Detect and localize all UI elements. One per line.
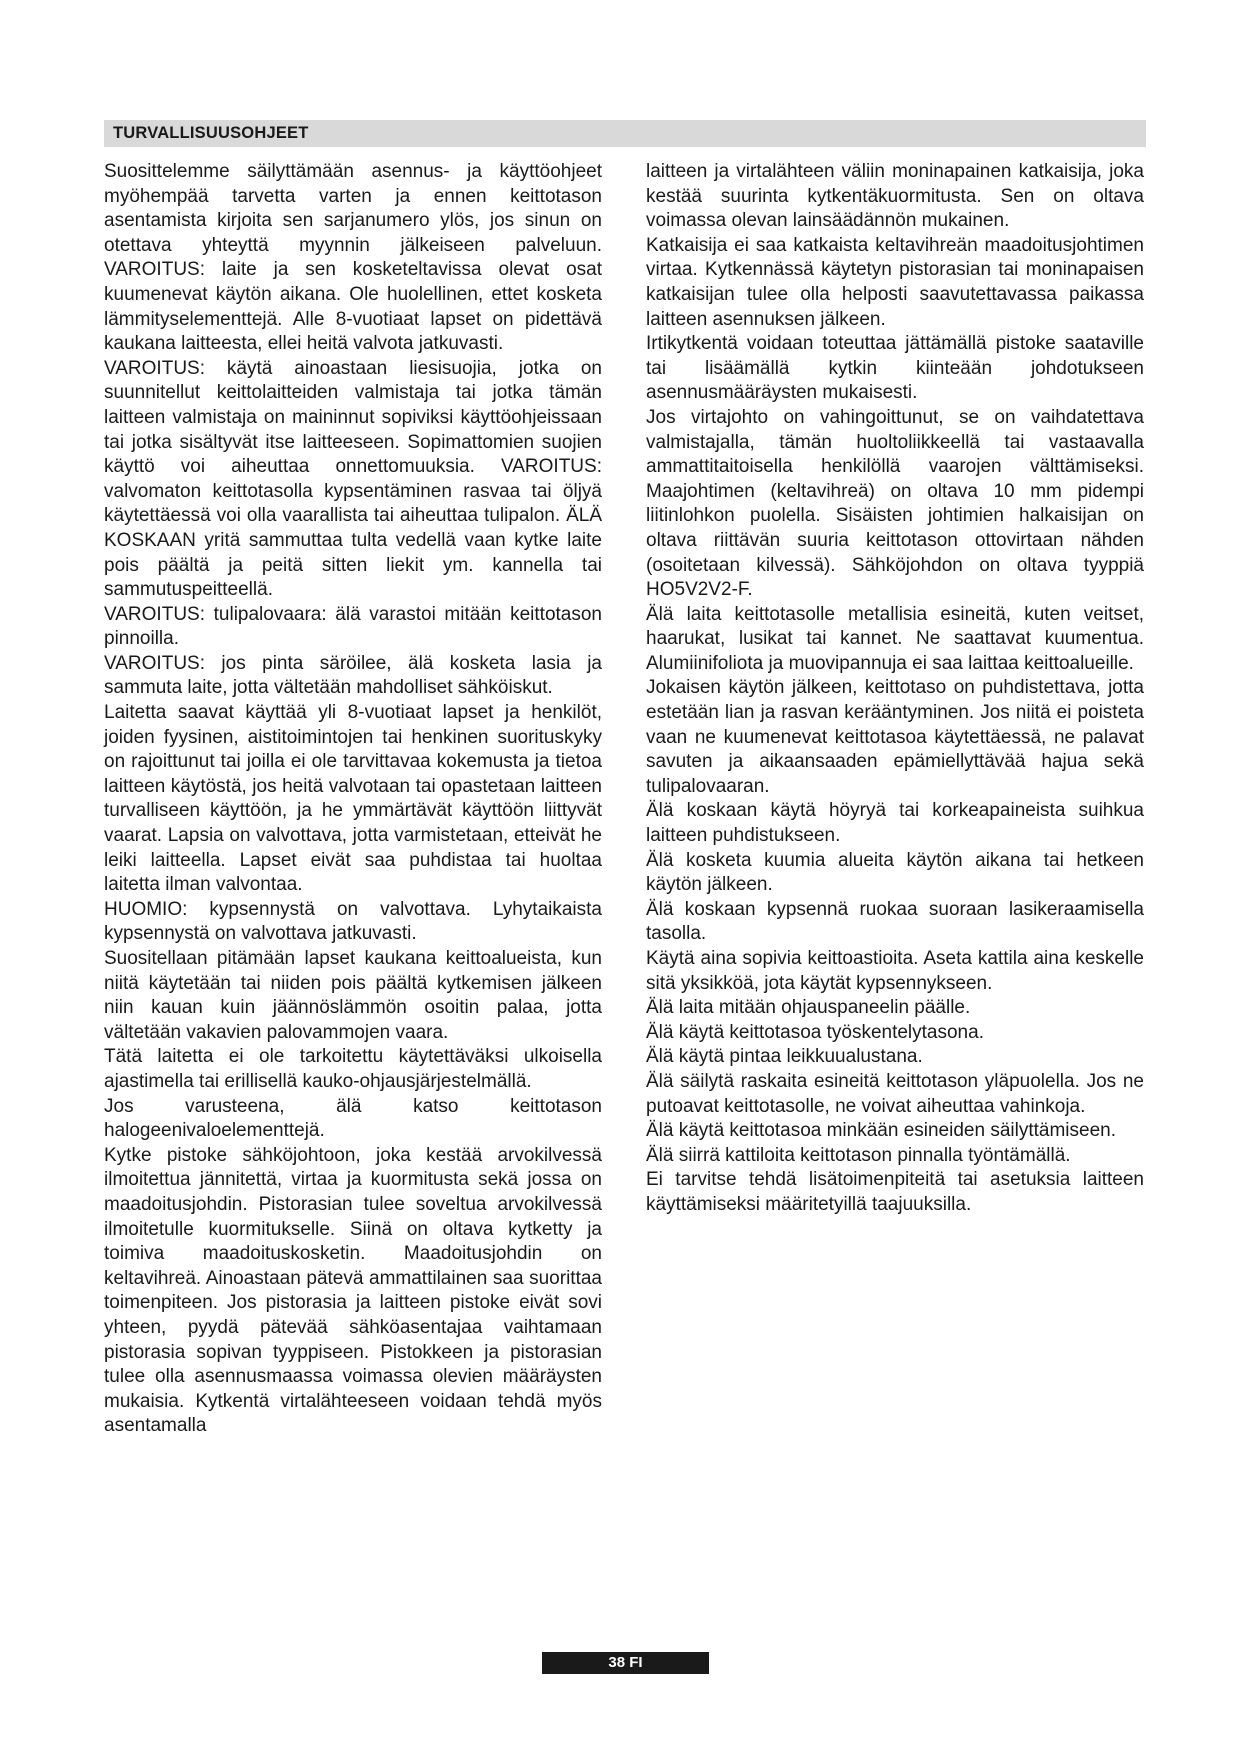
paragraph: Älä käytä keittotasoa työskentelytasona.	[646, 1021, 984, 1043]
paragraph: Ei tarvitse tehdä lisätoimenpiteitä tai asetuksia laitteen käyttämiseksi määritetyillä taajuuksilla.	[646, 1169, 1144, 1215]
paragraph: Älä käytä pintaa leikkuualustana.	[646, 1046, 923, 1068]
paragraph: Suositellaan pitämään lapset kaukana keittoalueista, kun niitä käytetään tai niiden pois päältä kytkemisen jälkeen niin kauan kuin jäännöslämmön osoitin palaa, jotta vältetään vakavien palovammojen vaara.	[104, 948, 602, 1043]
paragraph: Jos varusteena, älä katso keittotason halogeenivaloelementtejä.	[104, 1095, 602, 1142]
paragraph: Älä kosketa kuumia alueita käytön aikana tai hetkeen käytön jälkeen.	[646, 849, 1144, 896]
paragraph: Kytke pistoke sähköjohtoon, joka kestää arvokilvessä ilmoitettua jännitettä, virtaa ja kuormitusta sekä jossa on maadoitusjohdin. Pistorasian tulee soveltua arvokilvessä ilmoitetulle kuormitukselle. Siinä on oltava kytketty ja toimiva maadoituskosketin. Maadoitusjohdin on keltavihreä. Ainoastaan pätevä ammattilainen saa suorittaa toimenpiteen. Jos pistorasia ja laitteen pistoke eivät sovi yhteen, pyydä pätevää sähköasentajaa vaihtamaan pistorasia sopivan tyyppiseen. Pistokkeen ja pistorasian tulee olla asennusmaassa voimassa olevien määräysten mukaisia. Kytkentä virtalähteeseen voidaan tehdä myös asentamalla	[104, 1144, 602, 1437]
paragraph: Älä siirrä kattiloita keittotason pinnalla työntämällä.	[646, 1144, 1071, 1166]
paragraph: Älä säilytä raskaita esineitä keittotason yläpuolella. Jos ne putoavat keittotasolle, ne voivat aiheuttaa vahinkoja.	[646, 1070, 1144, 1117]
page-number: 38 FI	[542, 1652, 709, 1674]
paragraph: Jos virtajohto on vahingoittunut, se on vaihdatettava valmistajalla, tämän huoltoliikkeellä tai vastaavalla ammattitaitoisella henkilöllä vaarojen välttämiseksi. Maajohtimen (keltavihreä) on oltava 10 mm pidempi liitinlohkon puolella. Sisäisten johtimien halkaisijan on oltava riittävän suuria keittotason ottovirtaan nähden (osoitetaan kilvessä). Sähköjohdon on oltava tyyppiä HO5V2V2-F.	[646, 406, 1144, 601]
paragraph: Älä laita keittotasolle metallisia esineitä, kuten veitset, haarukat, lusikat tai kannet. Ne saattavat kuumentua. Alumiinifoliota ja muovipannuja ei saa laittaa keittoalueille.	[646, 603, 1144, 674]
paragraph: Älä koskaan kypsennä ruokaa suoraan lasikeraamisella tasolla.	[646, 898, 1144, 945]
paragraph: VAROITUS: jos pinta säröilee, älä kosketa lasia ja sammuta laite, jotta vältetään mahdolliset sähköiskut.	[104, 652, 602, 699]
paragraph: Käytä aina sopivia keittoastioita. Aseta kattila aina keskelle sitä yksikköä, jota käytät kypsennykseen.	[646, 948, 1144, 994]
paragraph: Laitetta saavat käyttää yli 8-vuotiaat lapset ja henkilöt, joiden fyysinen, aistitoimintojen tai henkinen suorituskyky on rajoittunut tai joilla ei ole tarvittavaa kokemusta ja tietoa laitteen käytöstä, jos heitä valvotaan tai opastetaan laitteen turvalliseen käyttöön, ja he ymmärtävät käyttöön liittyvät vaarat. Lapsia on valvottava, jotta varmistetaan, etteivät he leiki laitteella. Lapset eivät saa puhdistaa tai huoltaa laitetta ilman valvontaa.	[104, 702, 602, 896]
paragraph: Älä laita mitään ohjauspaneelin päälle.	[646, 997, 971, 1019]
paragraph: Älä käytä keittotasoa minkään esineiden säilyttämiseen.	[646, 1120, 1116, 1142]
paragraph: HUOMIO: kypsennystä on valvottava. Lyhytaikaista kypsennystä on valvottava jatkuvasti.	[104, 898, 602, 945]
paragraph: laitteen ja virtalähteen väliin moninapainen katkaisija, joka kestää suurinta kytkentäkuormitusta. Sen on oltava voimassa olevan lainsäädännön mukainen.	[646, 161, 1144, 232]
paragraph: Jokaisen käytön jälkeen, keittotaso on puhdistettava, jotta estetään lian ja rasvan kerääntyminen. Jos niitä ei poisteta vaan ne kuumenevat keittotasoa käytettäessä, ne palavat savuten ja aikaansaaden epämiellyttävää hajua sekä tulipalovaaran.	[646, 677, 1144, 797]
paragraph: Älä koskaan käytä höyryä tai korkeapaineista suihkua laitteen puhdistukseen.	[646, 800, 1144, 847]
paragraph: Katkaisija ei saa katkaista keltavihreän maadoitusjohtimen virtaa. Kytkennässä käytetyn pistorasian tai moninapaisen katkaisijan tulee olla helposti saavutettavassa paikassa laitteen asennuksen jälkeen.	[646, 234, 1144, 330]
right-column	[646, 160, 1144, 1218]
paragraph: VAROITUS: käytä ainoastaan liesisuojia, jotka on suunnitellut keittolaitteiden valmistaja tai jotka tämän laitteen valmistaja on maininnut sopiviksi käyttöohjeissaan tai jotka sisältyvät itse laitteeseen. Sopimattomien suojien käyttö voi aiheuttaa onnettomuuksia. VAROITUS: valvomaton keittotasolla kypsentäminen rasvaa tai öljyä käytettäessä voi olla vaarallista tai aiheuttaa tulipalon. ÄLÄ KOSKAAN yritä sammuttaa tulta vedellä vaan kytke laite pois päältä ja peitä sitten liekit ym. kannella tai sammutuspeitteellä.	[104, 357, 602, 601]
paragraph: Tätä laitetta ei ole tarkoitettu käytettäväksi ulkoisella ajastimella tai erillisellä kauko-ohjausjärjestelmällä.	[104, 1046, 602, 1092]
section-title: TURVALLISUUSOHJEET	[104, 120, 1146, 147]
paragraph: Suosittelemme säilyttämään asennus- ja käyttöohjeet myöhempää tarvetta varten ja ennen keittotason asentamista kirjoita sen sarjanumero ylös, jos sinun on otettava yhteyttä myynnin jälkeiseen palveluun. VAROITUS: laite ja sen kosketeltavissa olevat osat kuumenevat käytön aikana. Ole huolellinen, ettet kosketa lämmityselementtejä. Alle 8-vuotiaat lapset on pidettävä kaukana laitteesta, ellei heitä valvota jatkuvasti.	[104, 161, 602, 355]
paragraph: Irtikytkentä voidaan toteuttaa jättämällä pistoke saataville tai lisäämällä kytkin kiinteään johdotukseen asennusmääräysten mukaisesti.	[646, 333, 1144, 404]
paragraph: VAROITUS: tulipalovaara: älä varastoi mitään keittotason pinnoilla.	[104, 603, 602, 650]
left-column	[104, 160, 602, 1439]
